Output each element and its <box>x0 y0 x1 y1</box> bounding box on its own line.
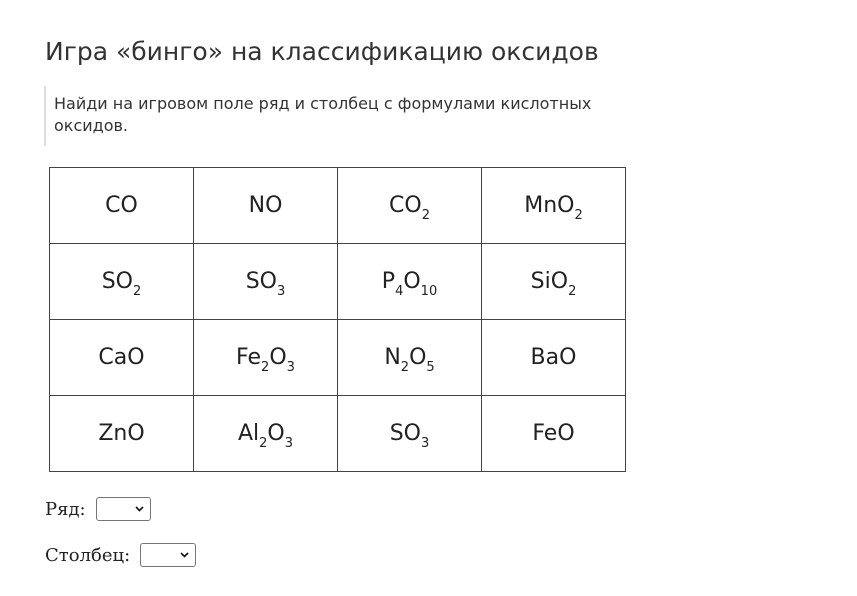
formula-text: SO <box>389 421 421 446</box>
formula-text: SO <box>101 269 133 294</box>
formula-cell <box>50 320 194 396</box>
formula-cell <box>194 244 338 320</box>
row-label: Ряд: <box>45 498 86 520</box>
chevron-down-icon <box>135 506 144 512</box>
formula-text: O <box>403 269 421 294</box>
formula-text: N <box>384 345 401 370</box>
formula-text: CO <box>105 193 138 218</box>
formula-text: NO <box>248 193 283 218</box>
formula-cell <box>338 396 482 472</box>
formula-cell <box>194 320 338 396</box>
formula-subscript: 3 <box>421 436 430 451</box>
formula-text: SiO <box>530 269 569 294</box>
formula-cell <box>194 396 338 472</box>
formula-cell <box>50 396 194 472</box>
page-title: Игра «бинго» на классификацию оксидов <box>45 37 599 66</box>
formula-subscript: 3 <box>284 436 294 451</box>
column-label: Столбец: <box>45 544 131 566</box>
formula-cell <box>50 168 194 244</box>
chevron-down-icon <box>180 552 189 558</box>
formula-subscript: 2 <box>261 360 270 375</box>
instruction-block <box>44 86 604 146</box>
bingo-grid-body <box>50 168 626 472</box>
formula-text: MnO <box>524 193 575 218</box>
column-select[interactable] <box>140 543 196 567</box>
instruction-text: Найди на игровом поле ряд и столбец с формулами кислотных оксидов. <box>54 94 592 135</box>
formula-cell <box>50 244 194 320</box>
formula-text: CO <box>389 193 422 218</box>
formula-text: SO <box>245 269 277 294</box>
formula-subscript: 2 <box>568 284 577 299</box>
formula-cell <box>338 168 482 244</box>
formula-subscript: 10 <box>420 284 438 299</box>
formula-cell <box>482 320 626 396</box>
formula-cell <box>482 244 626 320</box>
formula-subscript: 2 <box>133 284 142 299</box>
grid-row <box>50 168 626 244</box>
formula-text: CaO <box>98 345 145 370</box>
row-control <box>45 497 151 521</box>
formula-text: FeO <box>532 421 575 446</box>
bingo-grid <box>49 167 626 472</box>
grid-row <box>50 244 626 320</box>
row-select[interactable] <box>96 497 151 521</box>
formula-subscript: 3 <box>286 360 295 375</box>
formula-subscript: 2 <box>259 436 268 451</box>
formula-subscript: 2 <box>421 208 430 223</box>
formula-cell <box>482 168 626 244</box>
column-control <box>45 543 196 567</box>
formula-subscript: 5 <box>426 360 435 375</box>
formula-subscript: 4 <box>395 284 404 299</box>
formula-subscript: 2 <box>574 208 583 223</box>
formula-cell <box>482 396 626 472</box>
formula-text: P <box>381 269 396 294</box>
formula-text: O <box>409 345 427 370</box>
formula-text: O <box>267 421 285 446</box>
formula-subscript: 3 <box>277 284 286 299</box>
formula-text: ZnO <box>98 421 145 446</box>
formula-cell <box>338 320 482 396</box>
formula-text: O <box>269 345 287 370</box>
formula-text: Al <box>237 421 260 446</box>
formula-text: BaO <box>530 345 577 370</box>
formula-cell <box>194 168 338 244</box>
formula-cell <box>338 244 482 320</box>
grid-row <box>50 396 626 472</box>
formula-text: Fe <box>236 345 262 370</box>
formula-subscript: 2 <box>400 360 410 375</box>
grid-row <box>50 320 626 396</box>
